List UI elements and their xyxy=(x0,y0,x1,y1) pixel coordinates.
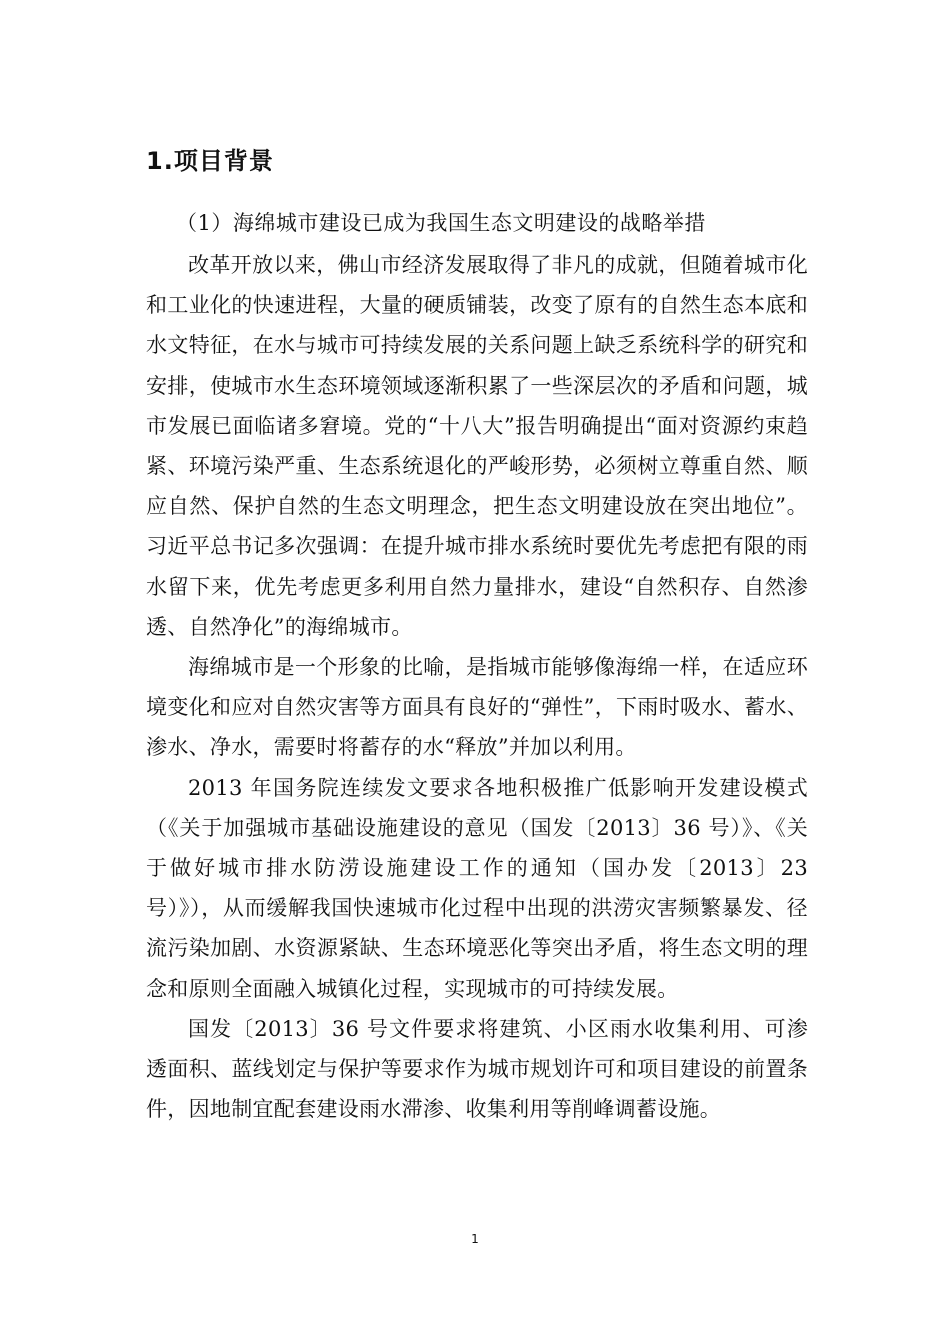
page-number: 1 xyxy=(471,1232,479,1246)
paragraph: 海绵城市是一个形象的比喻，是指城市能够像海绵一样，在适应环境变化和应对自然灾害等方面具有良好的“弹性”，下雨时吸水、蓄水、渗水、净水，需要时将蓄存的水“释放”并加以利用。 xyxy=(146,655,808,760)
paragraph: 改革开放以来，佛山市经济发展取得了非凡的成就，但随着城市化和工业化的快速进程，大量的硬质铺装，改变了原有的自然生态本底和水文特征，在水与城市可持续发展的关系问题上缺乏系统科学的研究和安排，使城市水生态环境领域逐渐积累了一些深层次的矛盾和问题，城市发展已面临诸多窘境。党的“十八大”报告明确提出“面对资源约束趋紧、环境污染严重、生态系统退化的严峻形势，必须树立尊重自然、顺应自然、保护自然的生态文明理念，把生态文明建设放在突出地位”。习近平总书记多次强调：在提升城市排水系统时要优先考虑把有限的雨水留下来，优先考虑更多利用自然力量排水，建设“自然积存、自然渗透、自然净化”的海绵城市。 xyxy=(146,253,808,639)
section-heading: 1.项目背景 xyxy=(146,147,274,175)
subsection-heading: （1）海绵城市建设已成为我国生态文明建设的战略举措 xyxy=(176,211,706,235)
paragraph: 2013 年国务院连续发文要求各地积极推广低影响开发建设模式（《关于加强城市基础设施建设的意见（国发〔2013〕36 号）》、《关于做好城市排水防涝设施建设工作的通知（国办发〔2013〕23 号）》），从而缓解我国快速城市化过程中出现的洪涝灾害频繁暴发、径流污染加剧、水资源紧缺、生态环境恶化等突出矛盾，将生态文明的理念和原则全面融入城镇化过程，实现城市的可持续发展。 xyxy=(146,775,808,1001)
body-text xyxy=(146,245,808,1129)
paragraph: 国发〔2013〕36 号文件要求将建筑、小区雨水收集利用、可渗透面积、蓝线划定与保护等要求作为城市规划许可和项目建设的前置条件，因地制宜配套建设雨水滞渗、收集利用等削峰调蓄设施。 xyxy=(146,1016,808,1122)
